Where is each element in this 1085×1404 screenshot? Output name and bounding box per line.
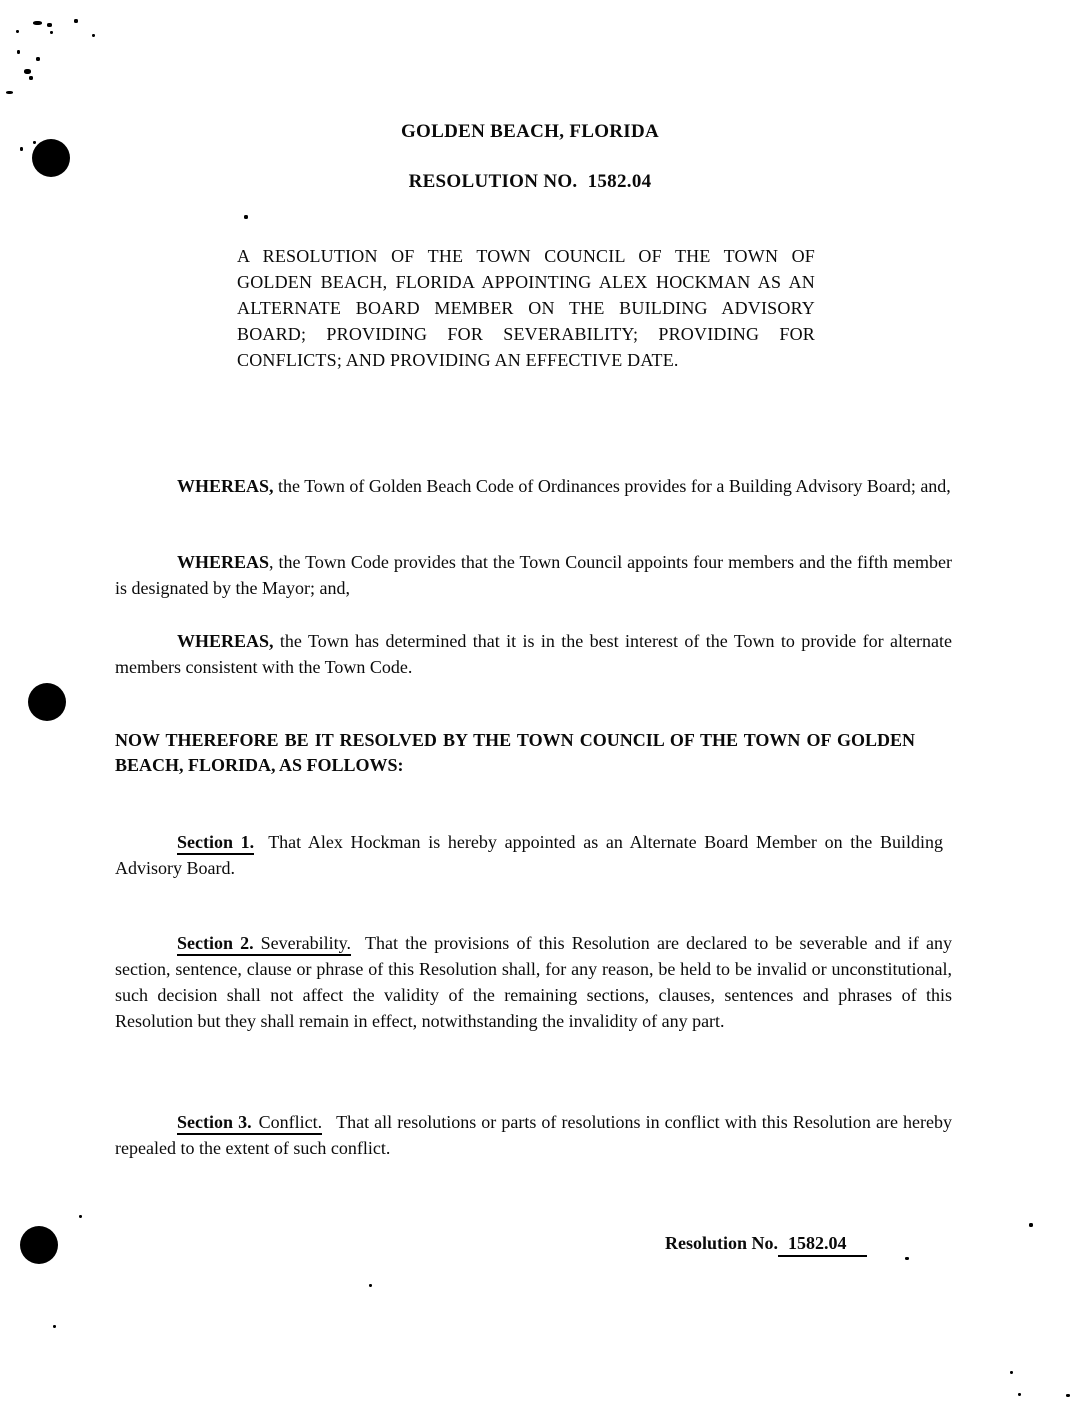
resolution-summary: A RESOLUTION OF THE TOWN COUNCIL OF THE TOWN OF GOLDEN BEACH, FLORIDA APPOINTING ALEX HOCKMAN AS AN ALTERNATE BOARD MEMBER ON THE BUILDING ADVISORY BOARD; PROVIDING FOR SEVERABILITY; PROVIDING FOR CONFLICTS; AND PROVIDING AN EFFECTIVE DATE. (237, 246, 815, 370)
scan-speckle (79, 1215, 82, 1218)
scan-speckle (47, 23, 52, 27)
scan-speckle (16, 30, 19, 33)
footer-resolution-value: 1582.04 (788, 1233, 847, 1253)
footer-resolution-label: Resolution No. (665, 1233, 779, 1253)
section-3-label: Section 3. (177, 1112, 252, 1132)
document-title: GOLDEN BEACH, FLORIDA (400, 121, 660, 142)
section-2-sublabel: Severability. (260, 933, 351, 953)
scan-speckle (74, 19, 78, 23)
section-1 (115, 829, 943, 881)
whereas-lead: WHEREAS, (177, 631, 274, 651)
whereas-text: the Town of Golden Beach Code of Ordinances provides for a Building Advisory Board; and, (273, 476, 951, 496)
hole-punch-mark (28, 683, 66, 721)
whereas-text: , the Town Code provides that the Town Council appoints four members and the fifth member is designated by the Mayor; and, (115, 552, 952, 598)
scan-speckle (33, 21, 42, 25)
scan-speckle (17, 50, 20, 54)
scan-speckle (905, 1257, 909, 1260)
scan-speckle (1010, 1371, 1013, 1374)
hole-punch-mark (20, 1226, 58, 1264)
scan-speckle (244, 215, 248, 219)
scan-speckle (6, 91, 13, 94)
whereas-lead: WHEREAS (177, 552, 270, 572)
footer-resolution-number (665, 1231, 867, 1255)
footer-resolution-blank (778, 1233, 867, 1257)
scan-speckle (24, 69, 31, 74)
section-1-heading (177, 832, 254, 855)
scan-speckle (1066, 1394, 1070, 1397)
section-2-heading (177, 933, 351, 956)
section-3-text: That all resolutions or parts of resolutions in conflict with this Resolution are hereby repealed to the extent of such conflict. (115, 1112, 952, 1158)
scan-speckle (36, 57, 40, 61)
whereas-clause-1 (115, 473, 952, 499)
section-2-text: That the provisions of this Resolution are declared to be severable and if any section, sentence, clause or phrase of this Resolution shall, for any reason, be held to be invalid or unconstitutional, such decision shall not affect the validity of the remaining sections, clauses, sentences and phrases of this Resolution but they shall remain in effect, notwithstanding the invalidity of any part. (115, 933, 952, 1031)
scan-speckle (1029, 1223, 1033, 1227)
section-1-text: That Alex Hockman is hereby appointed as an Alternate Board Member on the Building Advisory Board. (115, 832, 943, 878)
scan-speckle (92, 34, 95, 37)
scan-speckle (53, 1325, 56, 1328)
whereas-lead: WHEREAS, (177, 476, 274, 496)
section-1-label: Section 1. (177, 832, 255, 852)
section-3 (115, 1109, 952, 1161)
section-3-sublabel: Conflict. (258, 1112, 323, 1132)
scan-speckle (1018, 1393, 1021, 1396)
scan-speckle (29, 76, 33, 80)
scan-speckle (20, 147, 23, 151)
scan-speckle (50, 31, 53, 34)
whereas-clause-2 (115, 549, 952, 601)
resolution-number-heading: RESOLUTION NO. 1582.04 (408, 171, 652, 192)
section-2-label: Section 2. (177, 933, 254, 953)
whereas-text: the Town has determined that it is in the best interest of the Town to provide for alternate members consistent with the Town Code. (115, 631, 952, 677)
section-3-heading (177, 1112, 322, 1135)
whereas-clause-3 (115, 628, 952, 680)
resolved-clause: NOW THEREFORE BE IT RESOLVED BY THE TOWN COUNCIL OF THE TOWN OF GOLDEN BEACH, FLORIDA, AS FOLLOWS: (115, 730, 915, 775)
section-2 (115, 930, 952, 1034)
scan-speckle (369, 1284, 372, 1287)
